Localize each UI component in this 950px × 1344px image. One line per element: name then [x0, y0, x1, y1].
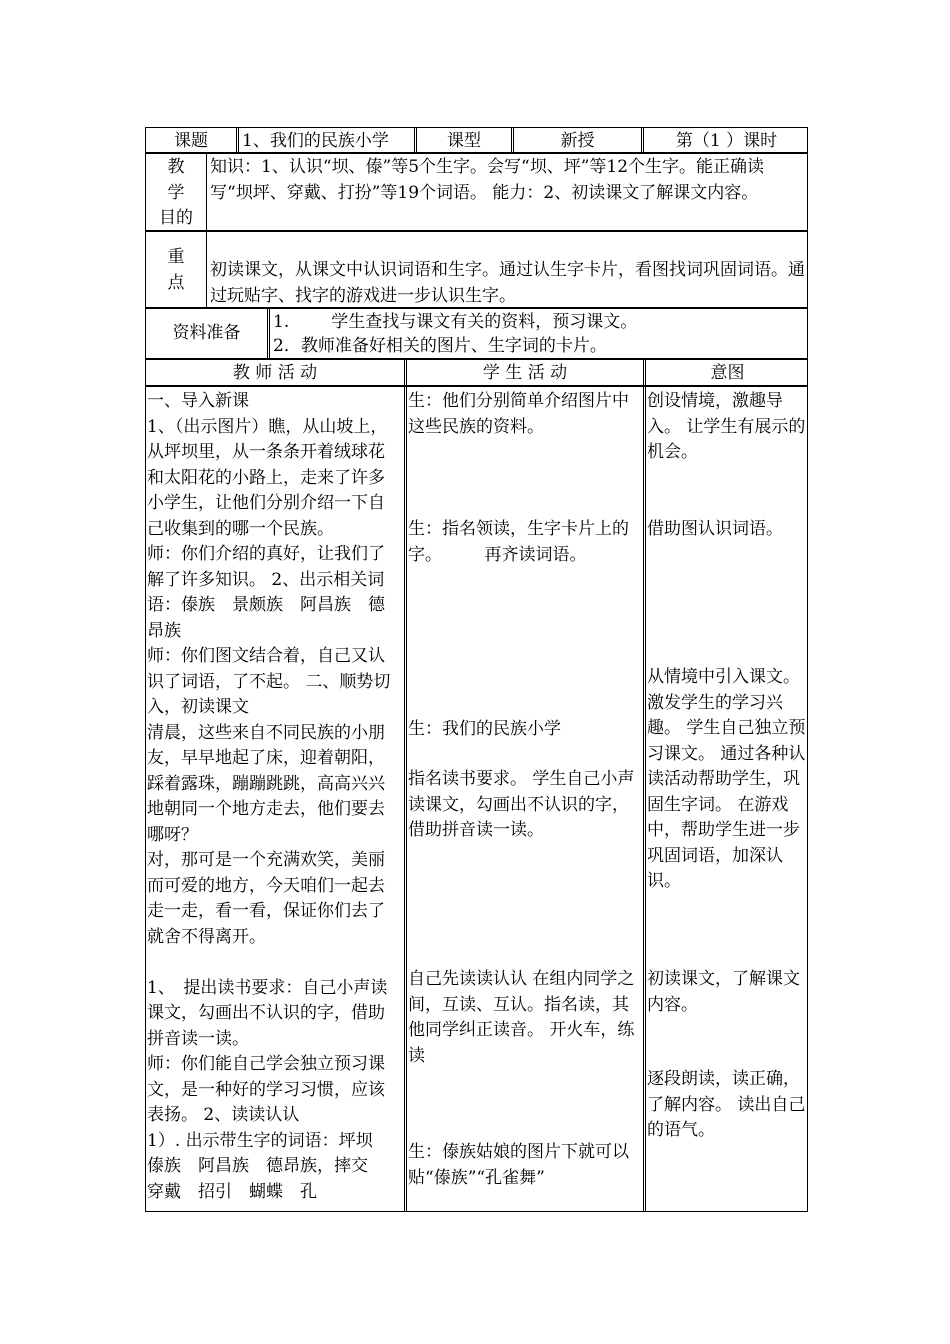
student-block: 指名读书要求。 学生自己小声读课文，勾画出不认识的字，借助拼音读一读。	[408, 769, 635, 840]
student-block: 生：傣族姑娘的图片下就可以贴“傣族”“孔雀舞”	[408, 1142, 629, 1188]
teacher-paragraph: 1、（出示图片）瞧，从山坡上，从坪坝里，从一条条开着绒球花和太阳花的小路上，走来了许多小学生，让他们分别介绍一下自己收集到的哪一个民族。	[147, 416, 388, 539]
student-activity-header: 学 生 活 动	[482, 363, 568, 383]
activity-body	[145, 386, 808, 1212]
teacher-activity-header: 教 师 活 动	[232, 363, 318, 383]
type-label: 课型	[447, 131, 481, 151]
topic-label: 课题	[174, 131, 208, 151]
student-block: 生：他们分别简单介绍图片中这些民族的资料。	[408, 391, 629, 437]
intent-block: 创设情境，激趣导入。 让学生有展示的机会。	[647, 391, 806, 462]
materials-item-1: 1. 学生查找与课文有关的资料，预习课文。	[273, 312, 638, 332]
teacher-blank-line	[147, 950, 400, 976]
intent-header: 意图	[710, 363, 745, 383]
teacher-paragraph: 师：你们介绍的真好，让我们了解了许多知识。 2、出示相关词语：傣族 景颇族 阿昌族 德昂族	[147, 544, 385, 641]
teacher-paragraph: 师：你们能自己学会独立预习课文，是一种好的学习习惯，应该表扬。 2、读读认认	[147, 1054, 385, 1125]
teacher-activity	[147, 389, 400, 1205]
teacher-paragraph: 对，那可是一个充满欢笑，美丽而可爱的地方，今天咱们一起去走一走，看一看，保证你们去了就舍不得离开。	[147, 850, 385, 947]
focus-label: 重 点	[167, 247, 185, 293]
materials-label: 资料准备	[172, 323, 241, 343]
type-value: 新授	[560, 131, 595, 151]
materials-item-2: 2．教师准备好相关的图片、生字词的卡片。	[273, 336, 607, 356]
teacher-paragraph: 师：你们图文结合着，自己又认识了词语，了不起。 二、顺势切入，初读课文	[147, 646, 391, 717]
period-value: 第（1 ）课时	[675, 131, 778, 151]
teacher-paragraph: 1、 提出读书要求：自己小声读课文，勾画出不认识的字，借助拼音读一读。	[147, 977, 388, 1049]
focus-text: 初读课文，从课文中认识词语和生字。通过认生字卡片，看图找词巩固词语。通过玩贴字、找字的游戏进一步认识生字。	[210, 260, 805, 306]
materials-row	[145, 308, 808, 359]
focus-row	[145, 230, 808, 308]
topic-value: 1、我们的民族小学	[242, 131, 389, 151]
intent-block: 借助图认识词语。	[647, 519, 783, 539]
objectives-label: 教 学 目的	[159, 157, 193, 228]
intent-block: 初读课文，了解课文内容。	[647, 969, 800, 1015]
intent-block: 从情境中引入课文。 激发学生的学习兴趣。 学生自己独立预习课文。 通过各种认读活动帮助学生，巩固生字词。 在游戏中，帮助学生进一步巩固词语，加深认识。	[647, 667, 806, 891]
student-block: 生：我们的民族小学	[408, 719, 561, 739]
teacher-paragraph: 一、导入新课	[147, 391, 249, 411]
teacher-paragraph: 1）. 出示带生字的词语：坪坝 傣族 阿昌族 德昂族，摔交 穿戴 招引 蝴蝶 孔	[147, 1130, 390, 1202]
teacher-paragraph: 清晨，这些来自不同民族的小朋友，早早地起了床，迎着朝阳，踩着露珠，蹦蹦跳跳，高高兴兴地朝同一个地方走去，他们要去哪呀？	[147, 722, 385, 845]
header-row	[145, 127, 808, 154]
activity-header-row	[145, 359, 808, 386]
student-block: 生：指名领读，生字卡片上的字。 再齐读词语。	[408, 519, 629, 565]
objectives-row	[145, 152, 808, 232]
student-block: 自己先读读认认 在组内同学之间，互读、互认。指名读，其他同学纠正读音。 开火车，练读	[408, 969, 635, 1066]
intent-block: 逐段朗读，读正确，了解内容。 读出自己的语气。	[647, 1069, 806, 1140]
objectives-text: 知识：1、认识“坝、傣”等5个生字。会写“坝、坪”等12个生字。能正确读写“坝坪、穿戴、打扮”等19个词语。 能力：2、初读课文了解课文内容。	[210, 157, 765, 203]
